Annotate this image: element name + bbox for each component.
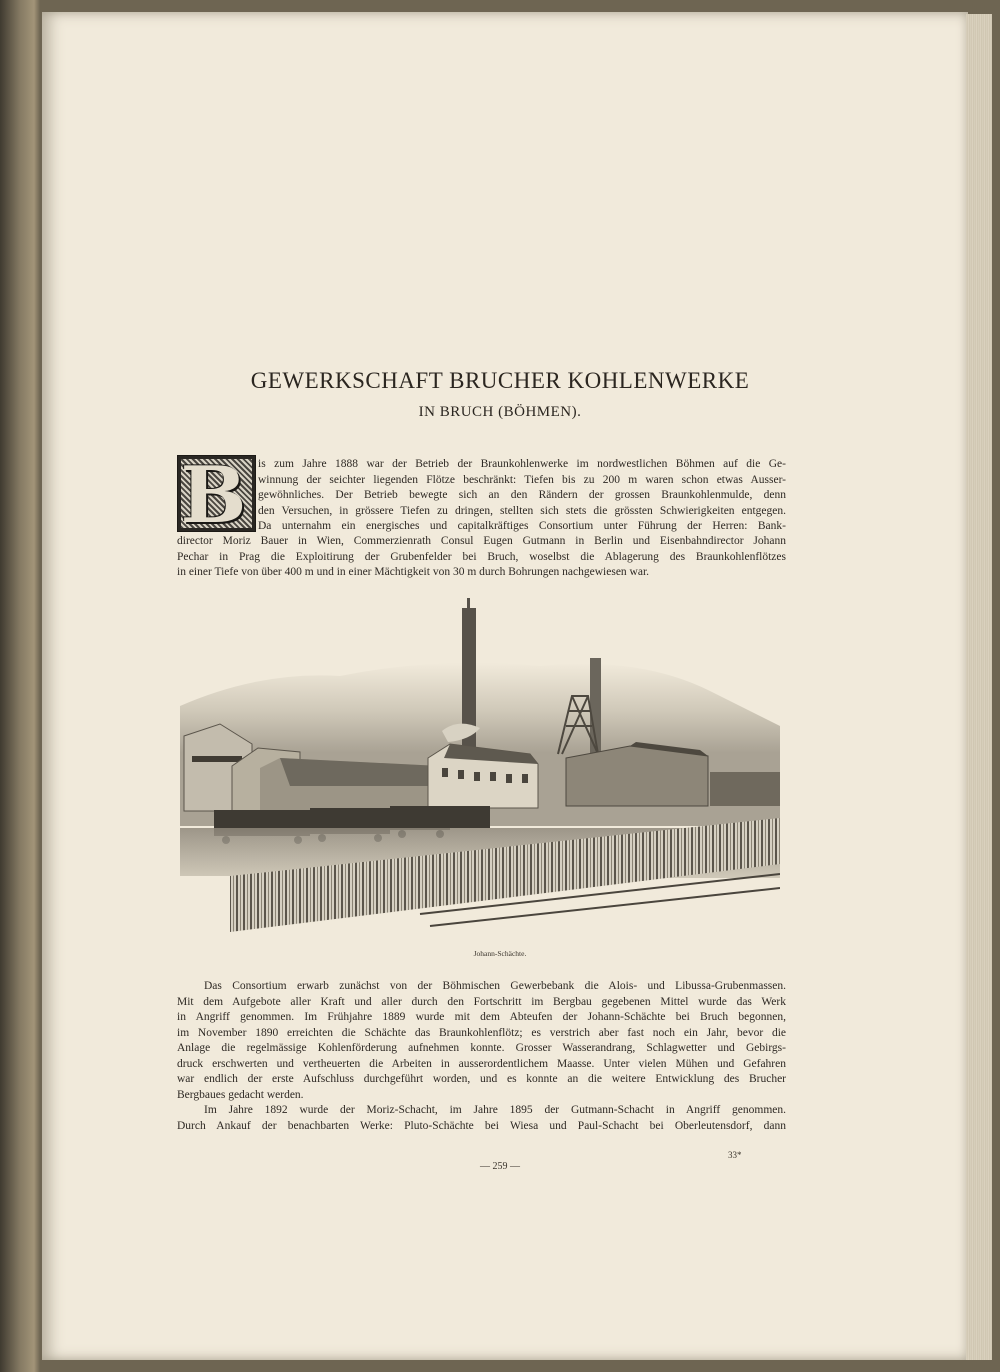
text-line: in einer Tiefe von über 400 m und in einer Mächtigkeit von 30 m durch Bohrungen nachgewiesen war.	[177, 566, 650, 578]
text-line: Durch Ankauf der benachbarten Werke: Pluto-Schächte bei Wiesa und Paul-Schacht bei Oberleutensdorf, dann	[177, 1119, 786, 1132]
text-line: Da unternahm ein energisches und capitalkräftiges Consortium unter Führung der Herren: Bank-	[258, 520, 786, 532]
text-line: is zum Jahre 1888 war der Betrieb der Braunkohlenwerke im nordwestlichen Böhmen auf die Ge-	[258, 458, 786, 470]
intro-paragraph-indented	[258, 457, 786, 535]
initial-letter: B	[180, 450, 247, 541]
text-line: winnung der seichter liegenden Flötze beschränkt: Tiefen bis zu 200 m waren schon etwas Ausser-	[258, 473, 786, 486]
page-subtitle: IN BRUCH (BÖHMEN).	[418, 404, 582, 420]
intro-paragraph-full	[177, 534, 786, 581]
sheet-signature: 33*	[728, 1150, 742, 1160]
photo-caption: Johann-Schächte.	[473, 949, 527, 958]
text-line: Das Consortium erwarb zunächst von der Böhmischen Gewerbebank die Alois- und Libussa-Grubenmassen.	[204, 980, 786, 992]
text-line: gewöhnliches. Der Betrieb bewegte sich an den Rändern der grossen Braunkohlenmulde, denn	[258, 489, 786, 501]
colliery-photograph	[180, 596, 780, 936]
text-line: war endlich der erste Aufschluss durchgeführt worden, und es konnte an die weitere Entwicklung des Brucher	[177, 1073, 786, 1085]
text-line: Bergbaues gedacht werden.	[177, 1088, 304, 1101]
page-title: GEWERKSCHAFT BRUCHER KOHLENWERKE	[250, 368, 750, 393]
text-line: den Versuchen, in grössere Tiefen zu dringen, stellten sich stets die grössten Schwierigkeiten entgegen.	[258, 504, 786, 517]
text-line: Mit dem Aufgebote aller Kraft und aller durch den Fortschritt im Bergbau gegebenen Mittel wurde das Werk	[177, 995, 786, 1008]
text-line: director Moriz Bauer in Wien, Commerzienrath Consul Eugen Gutmann in Berlin und Eisenbahndirector Johann	[177, 535, 786, 547]
page-number: — 259 —	[480, 1161, 520, 1172]
text-line: Anlage die regelmässige Kohlenförderung aufnehmen konnte. Grosser Wasserandrang, Schlagwetter und Gebirgs-	[177, 1042, 786, 1054]
page-edges	[966, 14, 992, 1360]
right-structure	[710, 772, 780, 806]
text-line: in Angriff genommen. Im Frühjahre 1889 wurde mit dem Abteufen der Johann-Schächte bei Bruch begonnen,	[177, 1011, 786, 1023]
body-paragraph	[177, 979, 786, 1134]
ornamental-initial	[177, 450, 256, 541]
boiler-house	[566, 746, 708, 806]
text-line: druck erschwerten und vertheuerten die Arbeiten in ausserordentlichem Maasse. Unter vielen Mühen und Gefahren	[177, 1057, 786, 1070]
text-line: im November 1890 erreichten die Schächte das Braunkohlenflötz; es verstrich aber fast noch ein Jahr, bevor die	[177, 1026, 786, 1039]
text-line: Im Jahre 1892 wurde der Moriz-Schacht, im Jahre 1895 der Gutmann-Schacht in Angriff genommen.	[204, 1104, 786, 1116]
text-line: Pechar in Prag die Exploitirung der Grubenfelder bei Bruch, woselbst die Ablagerung des Braunkohlenflötzes	[177, 550, 786, 563]
